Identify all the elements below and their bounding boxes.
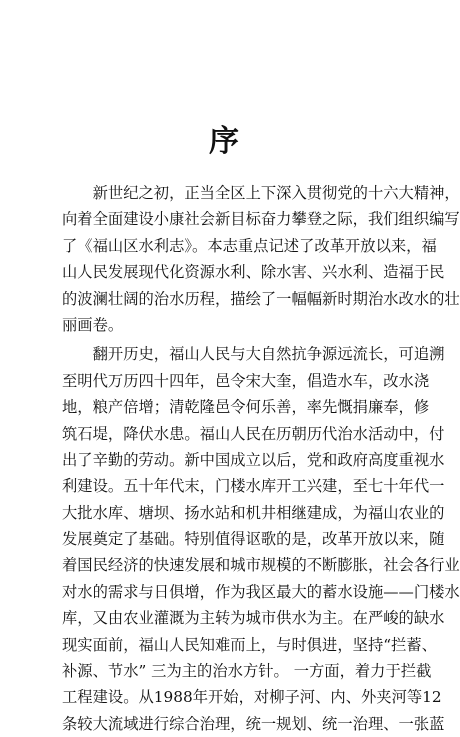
text-line: 补源、节水” 三为主的治水方针。 一方面，着力于拦截 bbox=[62, 662, 432, 681]
text-line: 的波澜壮阔的治水历程，描绘了一幅幅新时期治水改水的壮 bbox=[62, 289, 460, 308]
text-line: 了《福山区水利志》。本志重点记述了改革开放以来，福 bbox=[62, 236, 437, 255]
text-line: 工程建设。从1988年开始，对柳子河、内、外夹河等12 bbox=[62, 688, 442, 707]
text-line: 发展奠定了基础。特别值得讴歌的是，改革开放以来，随 bbox=[62, 530, 445, 549]
text-line: 至明代万历四十四年，邑令宋大奎，倡造水车，改水浇 bbox=[62, 371, 430, 390]
paragraph-1 bbox=[62, 180, 460, 338]
text-line: 向着全面建设小康社会新目标奋力攀登之际，我们组织编写 bbox=[62, 210, 460, 229]
text-line: 出了辛勤的劳动。新中国成立以后，党和政府高度重视水 bbox=[62, 450, 445, 469]
preface-heading: 序 bbox=[209, 124, 241, 159]
text-line: 丽画卷。 bbox=[62, 315, 124, 334]
text-line: 新世纪之初，正当全区上下深入贯彻党的十六大精神， bbox=[62, 184, 460, 202]
text-line: 现实面前，福山人民知难而上，与时俱进，坚持“拦蓄、 bbox=[62, 635, 437, 654]
text-line: 对水的需求与日俱增，作为我区最大的蓄水设施——门楼水 bbox=[62, 582, 460, 601]
text-line: 地，粮产倍增；清乾隆邑令何乐善，率先慨捐廉奉，修 bbox=[62, 398, 430, 417]
text-line: 条较大流域进行综合治理，统一规划、统一治理、一张蓝 bbox=[62, 714, 445, 733]
text-line: 大批水库、塘坝、扬水站和机井相继建成，为福山农业的 bbox=[62, 503, 445, 522]
text-line: 翻开历史，福山人民与大自然抗争源远流长，可追溯 bbox=[62, 345, 445, 364]
text-line: 着国民经济的快速发展和城市规模的不断膨胀，社会各行业 bbox=[62, 556, 460, 575]
text-line: 山人民发展现代化资源水利、除水害、兴水利、造福于民 bbox=[62, 263, 445, 282]
preface-body bbox=[62, 180, 460, 737]
text-line: 筑石堤，降伏水患。福山人民在历朝历代治水活动中，付 bbox=[62, 424, 445, 443]
paragraph-2 bbox=[62, 341, 460, 737]
text-line: 库，又由农业灌溉为主转为城市供水为主。在严峻的缺水 bbox=[62, 609, 445, 628]
text-line: 利建设。五十年代末，门楼水库开工兴建，至七十年代一 bbox=[62, 477, 445, 496]
